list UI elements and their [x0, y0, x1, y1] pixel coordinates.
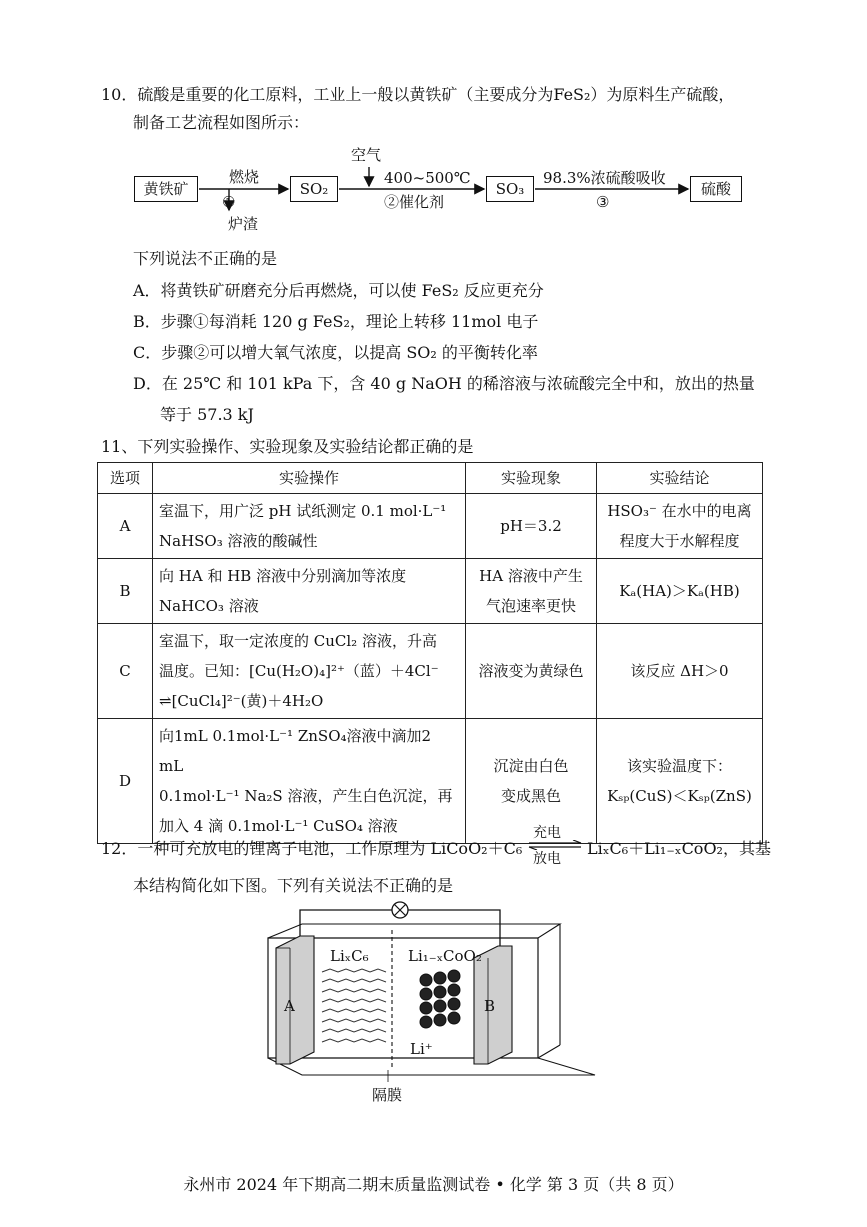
- q10-option-d-line1: D．在 25℃ 和 101 kPa 下，含 40 g NaOH 的稀溶液与浓硫酸完全中和，放出的热量: [133, 374, 755, 393]
- q11-stem: 11、下列实验操作、实验现象及实验结论都正确的是: [101, 437, 474, 456]
- q12-stem-part2: LiₓC₆＋Li₁₋ₓCoO₂，其基: [587, 839, 771, 858]
- q10-option-b: B．步骤①每消耗 120 g FeS₂，理论上转移 11mol 电子: [133, 312, 539, 331]
- phenomenon-line: HA 溶液中产生: [479, 567, 583, 585]
- phenomenon-line: 溶液变为黄绿色: [478, 662, 584, 680]
- operation-line: ⇌[CuCl₄]²⁻(黄)＋4H₂O: [159, 692, 324, 710]
- operation-line: 向1mL 0.1mol·L⁻¹ ZnSO₄溶液中滴加2 mL: [159, 727, 432, 775]
- header-conclusion: 实验结论: [597, 463, 763, 494]
- electrode-a-label: A: [284, 997, 295, 1015]
- operation-line: 向 HA 和 HB 溶液中分别滴加等浓度: [159, 567, 407, 585]
- conclusion-line: Kₐ(HA)＞Kₐ(HB): [619, 582, 740, 600]
- graphite-layers: [322, 969, 386, 1042]
- row-option: C: [98, 624, 153, 719]
- label-step3: ③: [596, 193, 610, 211]
- anode-label: LiₓC₆: [330, 947, 369, 965]
- conclusion-line: 该反应 ΔH＞0: [630, 662, 729, 680]
- conclusion-line: HSO₃⁻ 在水中的电离: [607, 502, 752, 520]
- operation-line: 室温下，取一定浓度的 CuCl₂ 溶液，升高: [159, 632, 437, 650]
- label-step1: ①: [222, 193, 236, 211]
- q10-option-d-line2: 等于 57.3 kJ: [160, 405, 254, 424]
- flow-box-pyrite: 黄铁矿: [134, 176, 198, 202]
- label-burn: 燃烧: [229, 168, 260, 186]
- membrane-label: 隔膜: [372, 1086, 403, 1104]
- flow-box-so2: SO₂: [290, 176, 338, 202]
- q12-stem-line2: 本结构简化如下图。下列有关说法不正确的是: [133, 876, 454, 895]
- label-slag: 炉渣: [228, 215, 259, 233]
- label-temperature: 400~500℃: [384, 169, 471, 187]
- q10-stem-line2: 制备工艺流程如图所示：: [133, 113, 310, 132]
- phenomenon-line: 气泡速率更快: [485, 597, 576, 615]
- q10-option-c: C．步骤②可以增大氧气浓度，以提高 SO₂ 的平衡转化率: [133, 343, 538, 362]
- header-operation: 实验操作: [153, 463, 466, 494]
- header-phenomenon: 实验现象: [466, 463, 597, 494]
- operation-line: 加入 4 滴 0.1mol·L⁻¹ CuSO₄ 溶液: [159, 817, 398, 835]
- label-air: 空气: [351, 146, 382, 164]
- header-option: 选项: [98, 463, 153, 494]
- cathode-label: Li₁₋ₓCoO₂: [408, 947, 482, 965]
- discharge-label: 放电: [533, 851, 561, 867]
- page-footer: 永州市 2024 年下期高二期末质量监测试卷 • 化学 第 3 页（共 8 页）: [183, 1175, 684, 1194]
- operation-line: NaHSO₃ 溶液的酸碱性: [159, 532, 318, 550]
- electrode-a: [276, 936, 314, 1064]
- q10-stem-line1: 10．硫酸是重要的化工原料，工业上一般以黄铁矿（主要成分为FeS₂）为原料生产硫酸，: [101, 85, 735, 104]
- phenomenon-line: pH＝3.2: [500, 517, 562, 535]
- conclusion-line: Kₛₚ(CuS)＜Kₛₚ(ZnS): [607, 787, 752, 805]
- charge-label: 充电: [533, 825, 561, 841]
- q12-stem-part1: 12．一种可充放电的锂离子电池，工作原理为 LiCoO₂＋C₆: [101, 839, 523, 858]
- conclusion-line: 该实验温度下：: [626, 757, 732, 775]
- q10-option-a: A．将黄铁矿研磨充分后再燃烧，可以使 FeS₂ 反应更充分: [133, 281, 544, 300]
- conclusion-line: 程度大于水解程度: [619, 532, 740, 550]
- operation-line: 温度。已知：[Cu(H₂O)₄]²⁺（蓝）＋4Cl⁻: [159, 662, 439, 680]
- row-option: B: [98, 559, 153, 624]
- cobalt-oxide-spheres: [420, 970, 460, 1028]
- label-absorb: 98.3%浓硫酸吸收: [543, 169, 666, 187]
- phenomenon-line: 变成黑色: [500, 787, 561, 805]
- lithium-ion-label: Li⁺: [410, 1040, 433, 1058]
- flow-box-sulfuric-acid: 硫酸: [690, 176, 742, 202]
- operation-line: 室温下，用广泛 pH 试纸测定 0.1 mol·L⁻¹: [159, 502, 447, 520]
- row-option: D: [98, 719, 153, 844]
- phenomenon-line: 沉淀由白色: [493, 757, 569, 775]
- row-option: A: [98, 494, 153, 559]
- flow-box-so3: SO₃: [486, 176, 534, 202]
- q10-question: 下列说法不正确的是: [133, 249, 278, 268]
- operation-line: 0.1mol·L⁻¹ Na₂S 溶液，产生白色沉淀，再: [159, 787, 453, 805]
- label-step2: ②催化剂: [384, 193, 445, 211]
- electrode-b-label: B: [484, 997, 496, 1015]
- operation-line: NaHCO₃ 溶液: [159, 597, 259, 615]
